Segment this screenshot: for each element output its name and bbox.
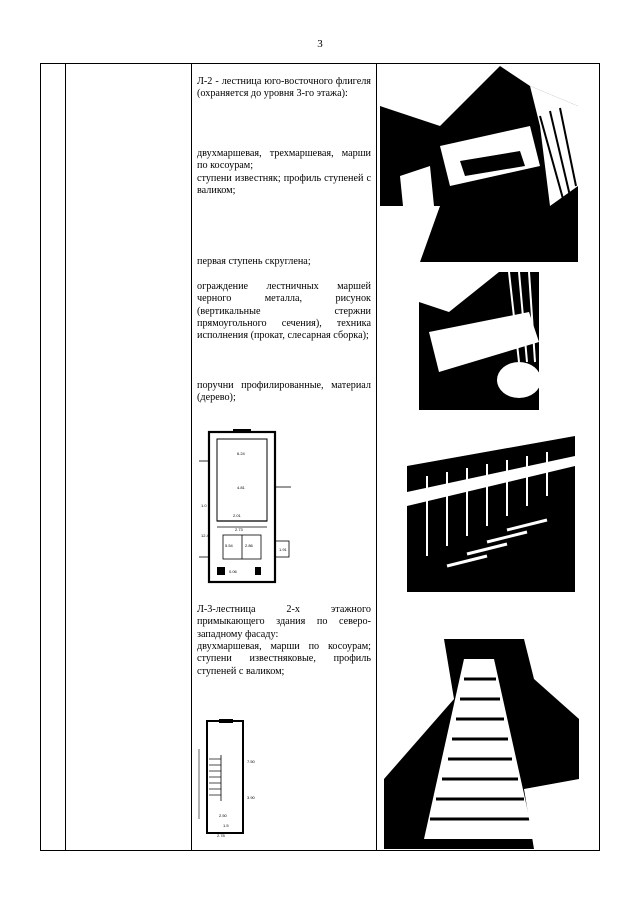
svg-text:3.90: 3.90 — [247, 795, 255, 800]
svg-text:1.91: 1.91 — [279, 547, 287, 552]
l3-description: двухмаршевая, марши по косоурам; ступени известняковые, профиль ступеней с валиком; — [197, 641, 371, 677]
svg-text:5.54: 5.54 — [225, 543, 233, 548]
svg-text:0.06: 0.06 — [229, 569, 237, 574]
svg-text:2.01: 2.01 — [233, 513, 241, 518]
table-column-divider — [65, 64, 66, 850]
svg-text:7.50: 7.50 — [247, 759, 255, 764]
photo-stair-l3 — [384, 639, 579, 849]
photo-stair-l2-railing — [407, 436, 575, 592]
svg-text:12.4: 12.4 — [201, 533, 209, 538]
svg-text:2.78: 2.78 — [217, 833, 225, 838]
table-column-divider — [376, 64, 377, 850]
railing-note: ограждение лестничных маршей черного металла, рисунок (вертикальные стержни прямоугольного сечения), техника исполнения (прокат, слесарная сборка); — [197, 281, 371, 342]
l3-title: Л-3-лестница 2-х этажного примыкающего здания по северо-западному фасаду: — [197, 604, 371, 640]
svg-text:2.50: 2.50 — [219, 813, 227, 818]
floor-plan-l2 — [195, 427, 295, 587]
floor-plan-l3 — [195, 719, 265, 839]
handrail-note: поручни профилированные, материал (дерево); — [197, 380, 371, 404]
l2-description: двухмаршевая, трехмаршевая, марши по косоурам; ступени известняк; профиль ступеней с валиком; — [197, 148, 371, 196]
svg-text:6.24: 6.24 — [237, 451, 245, 456]
table-column-divider — [191, 64, 192, 850]
photo-stair-l2-top — [380, 66, 578, 262]
svg-text:4.81: 4.81 — [237, 485, 245, 490]
svg-text:2.86: 2.86 — [245, 543, 253, 548]
svg-text:1.0: 1.0 — [201, 503, 207, 508]
document-table — [40, 63, 600, 851]
svg-text:2.73: 2.73 — [235, 527, 243, 532]
photo-stair-l2-first-step — [419, 272, 539, 410]
first-step-note: первая ступень скруглена; — [197, 256, 311, 267]
l2-title: Л-2 - лестница юго-восточного флигеля (охраняется до уровня 3-го этажа): — [197, 76, 371, 100]
svg-text:1.5: 1.5 — [223, 823, 229, 828]
page-number: 3 — [317, 38, 323, 50]
